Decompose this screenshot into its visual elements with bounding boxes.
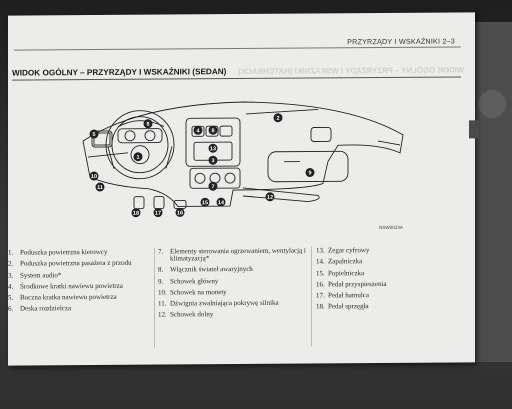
diagram-code: NSW0024A bbox=[379, 224, 404, 231]
legend-item: 9. Schowek główny bbox=[158, 276, 219, 286]
callout-9: 9 bbox=[308, 170, 312, 177]
legend-item: 6. Deska rozdzielcza bbox=[8, 304, 72, 314]
legend-item: 12. Schowek dolny bbox=[158, 310, 214, 320]
legend-item: 10. Schowek na monety bbox=[158, 287, 227, 297]
legend-column-3 bbox=[316, 246, 466, 315]
legend-column-1 bbox=[8, 249, 148, 318]
column-divider bbox=[154, 248, 155, 348]
show-through-title: WIDOK OGÓLNY – PRZYRZĄDY I WSKAŹNIKI (HATCHBACK) bbox=[238, 65, 465, 77]
legend-column-2 bbox=[158, 248, 308, 324]
legend-item: 16. Pedał przyspieszenia bbox=[316, 279, 387, 289]
callout-18: 18 bbox=[132, 210, 140, 217]
legend-item: 2. Poduszka powietrzna pasażera z przodu bbox=[8, 259, 132, 268]
next-page-edge bbox=[475, 22, 512, 362]
callout-11: 11 bbox=[97, 184, 103, 192]
legend-item: 14. Zapalniczka bbox=[316, 257, 363, 266]
callout-14: 14 bbox=[217, 200, 225, 207]
legend-item: 11. Dźwignia zwalniająca pokrywę silnika bbox=[158, 298, 279, 308]
callout-1: 1 bbox=[136, 154, 140, 161]
running-header: PRZYRZĄDY I WSKAŹNIKI 2–3 bbox=[347, 36, 455, 47]
dashboard-diagram bbox=[78, 95, 408, 227]
legend-item: 17. Pedał hamulca bbox=[316, 291, 370, 300]
callout-2: 2 bbox=[276, 115, 280, 122]
legend-item: 8. Włącznik świateł awaryjnych bbox=[158, 265, 253, 274]
callout-12: 12 bbox=[266, 194, 274, 201]
callout-3: 3 bbox=[211, 158, 215, 165]
legend-item: 18. Pedał sprzęgła bbox=[316, 302, 369, 311]
callout-6: 6 bbox=[146, 121, 150, 128]
legend-item: 5. Boczna kratka nawiewu powietrza bbox=[8, 293, 117, 302]
legend-item: 1. Poduszka powietrzna kierowcy bbox=[8, 247, 108, 257]
legend-item: 3. System audio* bbox=[8, 270, 62, 280]
callout-4: 4 bbox=[196, 128, 200, 135]
callout-5: 5 bbox=[92, 132, 96, 139]
callout-17: 17 bbox=[154, 210, 162, 217]
manual-page bbox=[8, 12, 475, 365]
next-page-knob bbox=[478, 90, 506, 118]
tab-marker bbox=[469, 120, 479, 138]
callout-16: 16 bbox=[176, 210, 184, 217]
column-divider bbox=[311, 247, 312, 347]
callout-13: 13 bbox=[209, 146, 217, 153]
header-rule bbox=[14, 46, 461, 50]
callout-15: 15 bbox=[201, 200, 209, 207]
callout-8: 8 bbox=[211, 128, 215, 135]
legend-item: 4. Środkowe kratki nawiewu powietrza bbox=[8, 281, 123, 291]
page-title: WIDOK OGÓLNY – PRZYRZĄDY I WSKAŹNIKI (SEDAN) bbox=[12, 67, 227, 78]
legend-item: 13. Zegar cyfrowy bbox=[316, 246, 370, 255]
callout-10: 10 bbox=[90, 174, 98, 181]
callout-7: 7 bbox=[211, 184, 215, 191]
legend-item: 15. Popielniczka bbox=[316, 268, 365, 278]
legend-item: 7. Elementy sterowania ogrzewaniem, wentylacją i klimatyzacją* bbox=[158, 246, 306, 263]
